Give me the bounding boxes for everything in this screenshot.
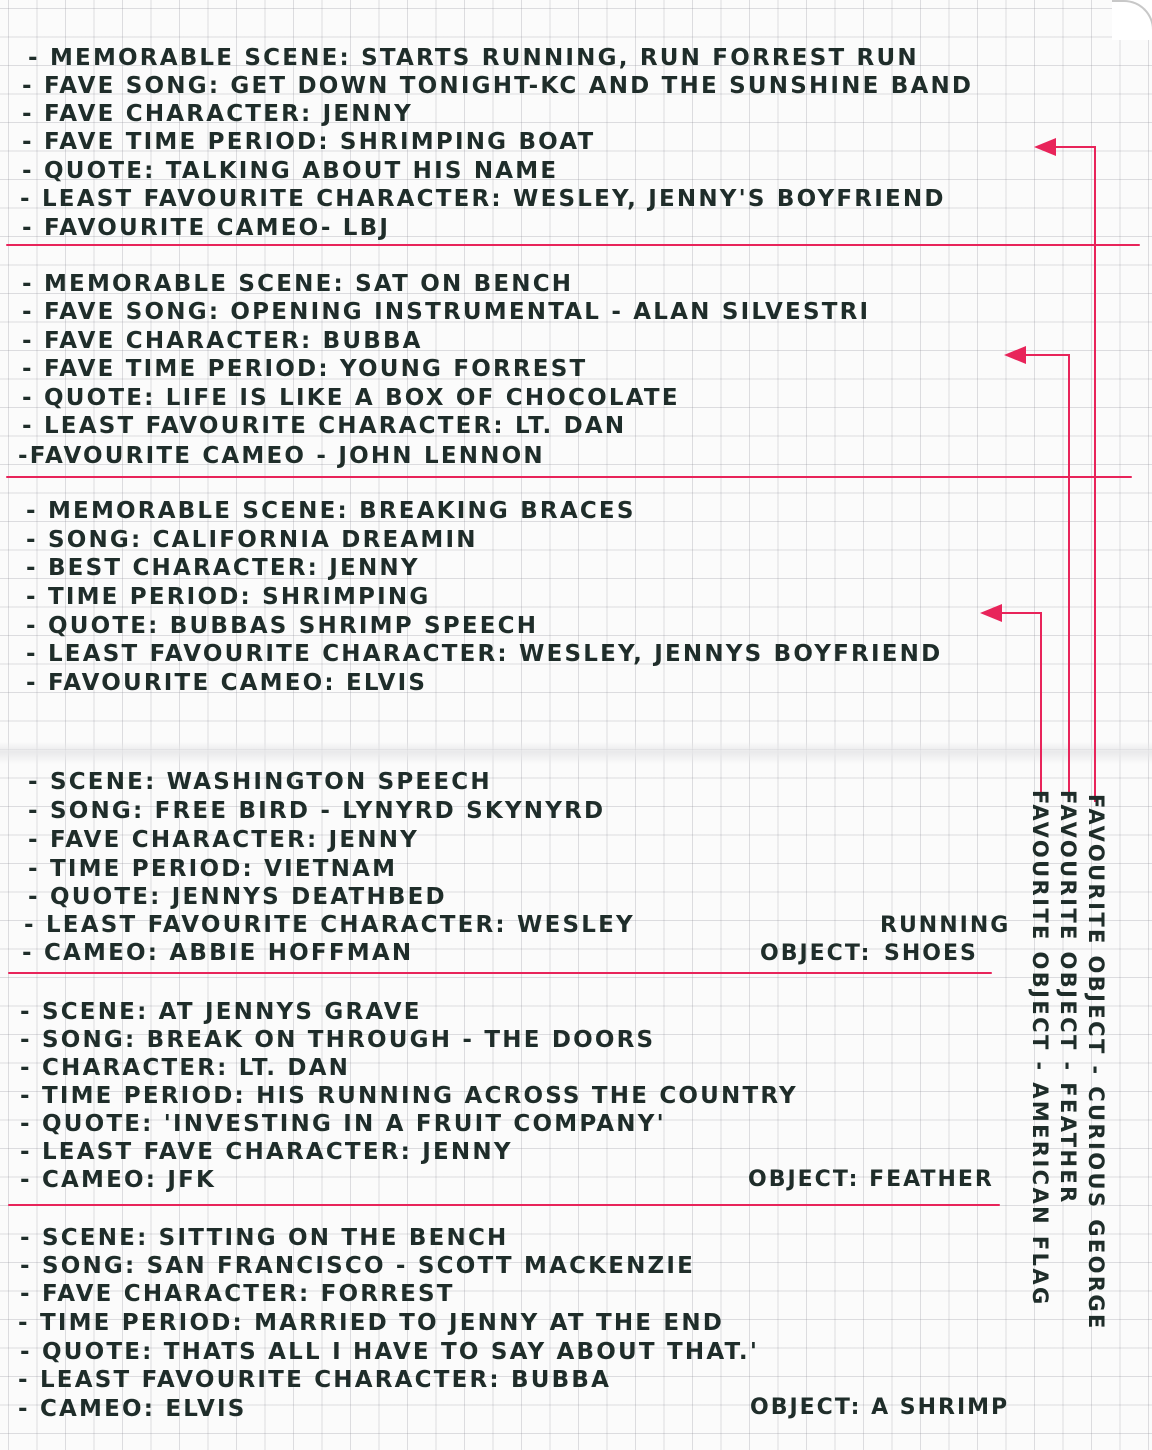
note-line: - FAVE CHARACTER: JENNY <box>28 827 420 853</box>
object-value-line-2: SHOES <box>884 941 978 966</box>
note-line: - FAVE TIME PERIOD: YOUNG FORREST <box>22 356 588 382</box>
side-label-2: FAVOURITE OBJECT - FEATHER <box>1056 790 1080 1205</box>
note-line: - QUOTE: BUBBAS SHRIMP SPEECH <box>26 613 539 639</box>
object-label: OBJECT: <box>760 941 872 966</box>
note-line: - SONG: CALIFORNIA DREAMIN <box>26 527 478 553</box>
note-line: - FAVE CHARACTER: BUBBA <box>22 328 423 354</box>
side-label-3: FAVOURITE OBJECT - AMERICAN FLAG <box>1028 790 1052 1307</box>
note-line: - QUOTE: TALKING ABOUT HIS NAME <box>22 158 559 184</box>
note-line: - TIME PERIOD: SHRIMPING <box>26 584 431 610</box>
note-line: - BEST CHARACTER: JENNY <box>26 555 420 581</box>
note-line: - MEMORABLE SCENE: STARTS RUNNING, RUN FORREST RUN <box>28 45 919 71</box>
note-line: - SCENE: SITTING ON THE BENCH <box>20 1225 509 1251</box>
note-line: - TIME PERIOD: VIETNAM <box>28 856 398 882</box>
note-line: - SCENE: WASHINGTON SPEECH <box>28 769 492 795</box>
connector-line-1 <box>1094 146 1096 802</box>
section-divider <box>8 972 992 974</box>
object-note: OBJECT: FEATHER <box>748 1167 994 1192</box>
note-line: - LEAST FAVOURITE CHARACTER: WESLEY <box>24 912 635 938</box>
note-line: - CHARACTER: LT. DAN <box>20 1055 351 1081</box>
note-line: - FAVE TIME PERIOD: SHRIMPING BOAT <box>22 129 596 155</box>
note-line: - LEAST FAVOURITE CHARACTER: WESLEY, JENNY'S BOYFRIEND <box>20 186 946 212</box>
arrow-left-icon <box>1004 346 1026 364</box>
page-fold <box>0 742 1152 764</box>
note-line: - LEAST FAVOURITE CHARACTER: LT. DAN <box>22 413 627 439</box>
connector-arm-2 <box>1024 354 1070 356</box>
page-corner <box>1112 0 1152 40</box>
connector-arm-1 <box>1054 146 1096 148</box>
note-line: - QUOTE: 'INVESTING IN A FRUIT COMPANY' <box>20 1111 666 1137</box>
note-line: - MEMORABLE SCENE: BREAKING BRACES <box>26 498 636 524</box>
note-line: - SONG: SAN FRANCISCO - SCOTT MACKENZIE <box>20 1253 696 1279</box>
note-line: - FAVOURITE CAMEO: ELVIS <box>26 670 428 696</box>
note-line: - CAMEO: JFK <box>20 1167 217 1193</box>
note-line: - LEAST FAVOURITE CHARACTER: WESLEY, JENNYS BOYFRIEND <box>26 641 943 667</box>
section-divider <box>8 1204 1000 1206</box>
section-divider <box>6 476 1132 478</box>
note-line: - FAVE CHARACTER: FORREST <box>20 1281 455 1307</box>
note-line: - SONG: FREE BIRD - LYNYRD SKYNYRD <box>28 798 606 824</box>
note-line: - TIME PERIOD: MARRIED TO JENNY AT THE END <box>18 1310 725 1336</box>
note-line: - CAMEO: ABBIE HOFFMAN <box>22 940 414 966</box>
connector-arm-3 <box>1000 612 1042 614</box>
note-line: - QUOTE: LIFE IS LIKE A BOX OF CHOCOLATE <box>22 385 680 411</box>
object-note: OBJECT: A SHRIMP <box>750 1395 1010 1420</box>
connector-line-3 <box>1040 612 1042 802</box>
note-line: - CAMEO: ELVIS <box>18 1396 247 1422</box>
connector-line-2 <box>1068 354 1070 802</box>
note-line: - FAVE CHARACTER: JENNY <box>22 101 414 127</box>
object-value-line-1: RUNNING <box>880 913 1011 938</box>
note-line: - SONG: BREAK ON THROUGH - THE DOORS <box>20 1027 656 1053</box>
side-label-1: FAVOURITE OBJECT - CURIOUS GEORGE <box>1084 794 1108 1331</box>
note-line: - LEAST FAVOURITE CHARACTER: BUBBA <box>18 1367 612 1393</box>
note-line: -FAVOURITE CAMEO - JOHN LENNON <box>18 443 545 469</box>
note-line: - FAVE SONG: OPENING INSTRUMENTAL - ALAN SILVESTRI <box>22 299 871 325</box>
note-line: - TIME PERIOD: HIS RUNNING ACROSS THE COUNTRY <box>20 1083 798 1109</box>
note-line: - MEMORABLE SCENE: SAT ON BENCH <box>22 271 574 297</box>
section-divider <box>6 244 1140 246</box>
note-line: - LEAST FAVE CHARACTER: JENNY <box>20 1139 513 1165</box>
note-line: - SCENE: AT JENNYS GRAVE <box>20 999 422 1025</box>
note-line: - QUOTE: JENNYS DEATHBED <box>28 884 447 910</box>
arrow-left-icon <box>980 604 1002 622</box>
note-line: - FAVE SONG: GET DOWN TONIGHT-KC AND THE SUNSHINE BAND <box>22 73 974 99</box>
arrow-left-icon <box>1034 138 1056 156</box>
note-line: - FAVOURITE CAMEO- LBJ <box>22 215 391 241</box>
note-line: - QUOTE: THATS ALL I HAVE TO SAY ABOUT THAT.' <box>20 1339 760 1365</box>
